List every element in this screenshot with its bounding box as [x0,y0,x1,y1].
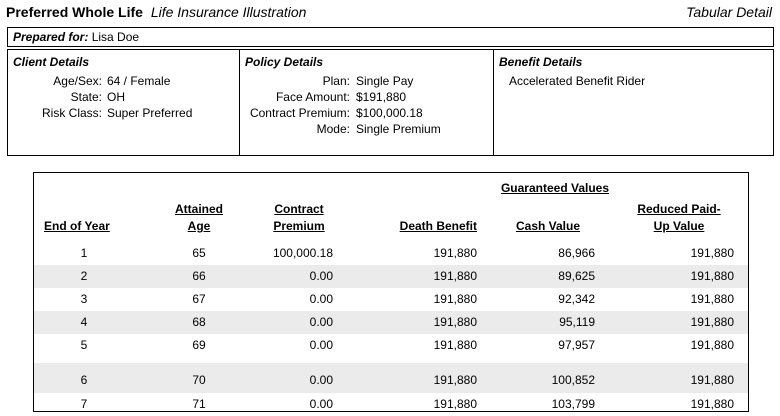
cell-attained-age: 69 [192,338,206,352]
cell-attained-age: 70 [192,373,206,387]
field-label: Age/Sex: [53,74,102,88]
field-label: Risk Class: [41,106,102,120]
prepared-for-label: Prepared for: [13,30,89,44]
guaranteed-values-header: Guaranteed Values [500,181,610,195]
field-value: Super Preferred [107,106,193,120]
field-label: Plan: [322,74,350,88]
field-value: $191,880 [356,90,407,104]
cell-attained-age: 65 [192,246,206,260]
cell-cash-value: 100,852 [551,373,595,387]
cell-cash-value: 95,119 [559,315,595,329]
policy-details-section [240,50,494,155]
table-row [34,242,748,265]
field-label: Face Amount: [275,90,350,104]
field-value: OH [107,90,125,104]
cell-cash-value: 89,625 [558,269,595,283]
cell-end-of-year: 3 [80,292,88,306]
field-value: $100,000.18 [356,106,423,120]
cell-cash-value: 92,342 [558,292,595,306]
cell-attained-age: 71 [192,397,206,411]
col-header-death-benefit: Death Benefit [399,219,477,233]
cell-contract-premium: 0.00 [309,338,333,352]
cell-reduced-paid-up: 191,880 [690,269,734,283]
cell-reduced-paid-up: 191,880 [690,397,734,411]
col-header-cash-value: Cash Value [515,219,581,233]
cell-end-of-year: 5 [80,338,88,352]
cell-contract-premium: 100,000.18 [272,246,333,260]
field-label: State: [70,90,102,104]
field-value: Single Pay [356,74,414,88]
cell-end-of-year: 4 [80,315,88,329]
table-row [34,265,748,288]
cell-attained-age: 68 [192,315,206,329]
cell-reduced-paid-up: 191,880 [690,373,734,387]
col-header-reduced-paid-up-line2: Up Value [653,219,705,233]
benefit-details-heading: Benefit Details [499,55,583,69]
client-name: Lisa Doe [91,30,140,44]
client-details-heading: Client Details [13,55,90,69]
prepared-for-box [7,27,774,47]
table-row [34,288,748,311]
details-panel [7,49,774,156]
cell-death-benefit: 191,880 [433,373,477,387]
field-label: Contract Premium: [249,106,350,120]
cell-cash-value: 86,966 [558,246,595,260]
cell-contract-premium: 0.00 [309,397,333,411]
col-header-contract-premium-line2: Premium [273,219,325,233]
table-row [34,393,748,416]
cell-death-benefit: 191,880 [433,315,477,329]
cell-death-benefit: 191,880 [433,246,477,260]
field-label: Mode: [316,122,350,136]
document-subtitle: Life Insurance Illustration [150,4,307,20]
cell-end-of-year: 1 [80,246,88,260]
col-header-contract-premium-line1: Contract [274,202,324,216]
cell-death-benefit: 191,880 [433,269,477,283]
field-value: 64 / Female [107,74,171,88]
cell-attained-age: 67 [192,292,206,306]
client-details-section [8,50,240,155]
cell-reduced-paid-up: 191,880 [690,292,734,306]
cell-contract-premium: 0.00 [309,292,333,306]
cell-contract-premium: 0.00 [309,373,333,387]
cell-contract-premium: 0.00 [309,269,333,283]
cell-contract-premium: 0.00 [309,315,333,329]
cell-cash-value: 103,799 [551,397,595,411]
tabular-detail-table [33,172,749,412]
cell-reduced-paid-up: 191,880 [690,315,734,329]
cell-death-benefit: 191,880 [433,397,477,411]
cell-reduced-paid-up: 191,880 [690,246,734,260]
cell-attained-age: 66 [192,269,206,283]
benefit-item: Accelerated Benefit Rider [509,74,646,88]
table-row [34,363,748,393]
table-row [34,311,748,334]
benefit-details-section [494,50,774,155]
col-header-end-of-year: End of Year [44,219,110,233]
field-value: Single Premium [356,122,441,136]
cell-end-of-year: 6 [80,373,88,387]
cell-death-benefit: 191,880 [433,292,477,306]
col-header-attained-age-line1: Attained [175,202,223,216]
col-header-reduced-paid-up-line1: Reduced Paid- [637,202,721,216]
col-header-attained-age-line2: Age [187,219,211,233]
cell-death-benefit: 191,880 [433,338,477,352]
policy-details-heading: Policy Details [245,55,324,69]
section-label: Tabular Detail [686,4,772,20]
table-row [34,334,748,357]
product-title: Preferred Whole Life [6,4,143,20]
cell-cash-value: 97,957 [558,338,595,352]
cell-reduced-paid-up: 191,880 [690,338,734,352]
cell-end-of-year: 7 [80,397,88,411]
page-header [6,4,772,22]
cell-end-of-year: 2 [80,269,88,283]
